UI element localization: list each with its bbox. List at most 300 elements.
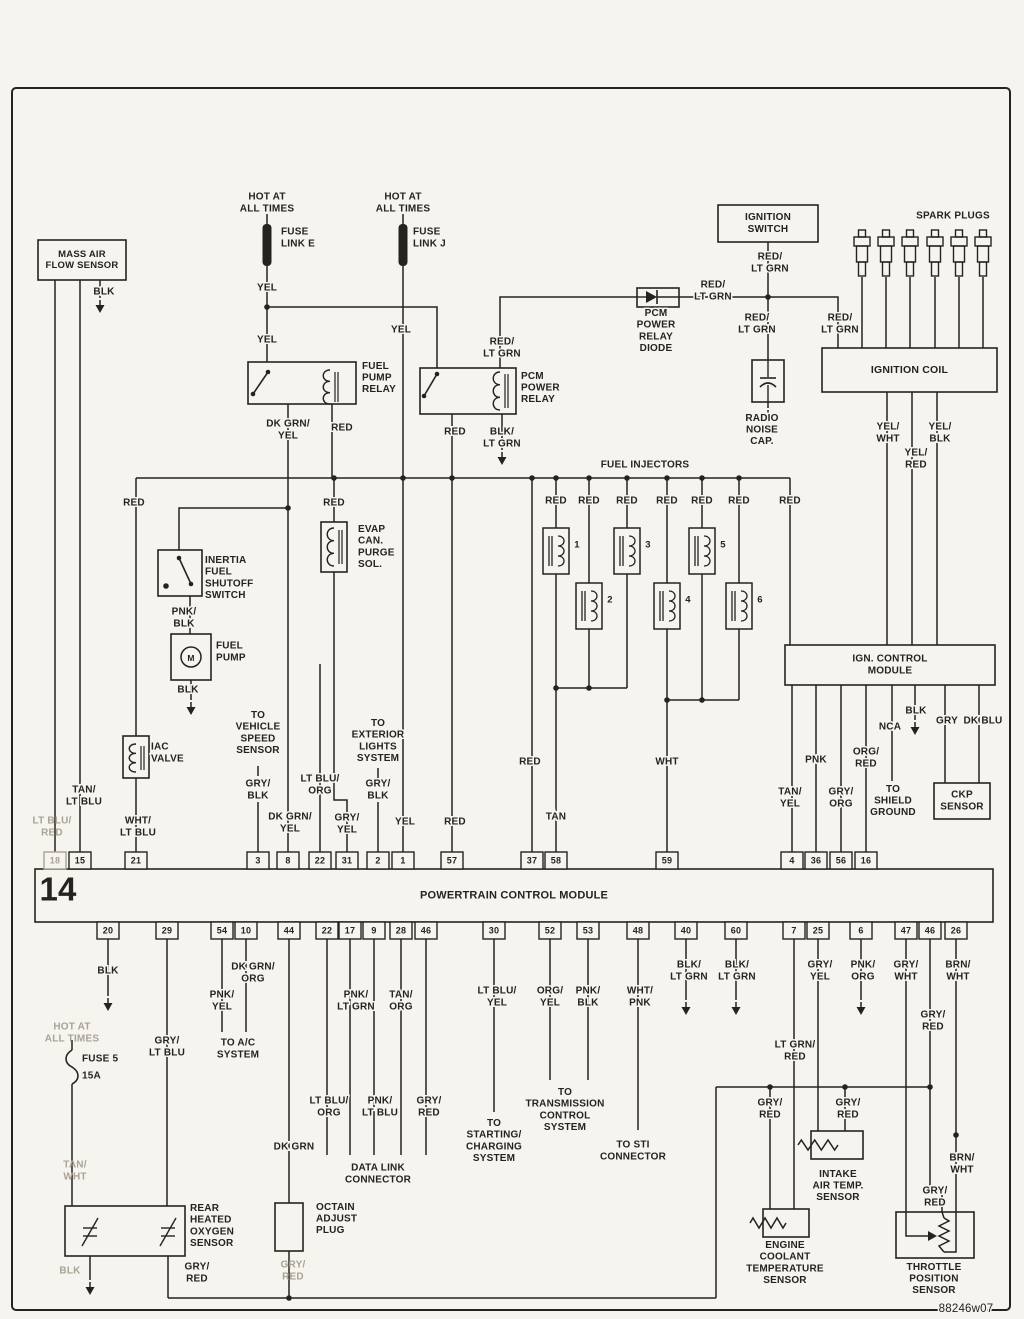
wire-label: TO bbox=[486, 1118, 502, 1130]
wire-label: YEL bbox=[394, 816, 416, 828]
wire-label: SENSOR bbox=[912, 1285, 956, 1297]
junction-dot bbox=[765, 294, 771, 300]
wire-label: RED bbox=[784, 1051, 806, 1063]
junction-dot bbox=[264, 304, 270, 310]
wire-label: EVAP bbox=[358, 524, 386, 536]
wire-label: YEL bbox=[539, 997, 561, 1009]
wire-label: GRY/ bbox=[280, 1259, 306, 1271]
wire-label: 60 bbox=[730, 925, 742, 936]
fuel-pump-relay-box bbox=[248, 362, 356, 404]
wire-label: RED bbox=[418, 1107, 440, 1119]
wire-label: PURGE bbox=[358, 547, 395, 559]
junction-dot bbox=[331, 475, 337, 481]
wire-label: WHT bbox=[876, 433, 900, 445]
wire-label: GRY bbox=[936, 715, 958, 727]
wire-label: TO STI bbox=[616, 1139, 650, 1151]
wire-label: LT BLU bbox=[361, 1107, 399, 1119]
wire-label: 2 bbox=[375, 855, 381, 866]
wire-label: YEL bbox=[779, 798, 801, 810]
wire-label: CONTROL bbox=[539, 1110, 591, 1122]
wire-label: 5 bbox=[720, 539, 726, 551]
fuel-injector-box bbox=[614, 528, 640, 574]
wire-label: FUEL bbox=[205, 566, 232, 578]
wire-label: GRY/ bbox=[922, 1185, 948, 1197]
wire-label: 37 bbox=[526, 855, 538, 866]
wire-label: GRY/ bbox=[184, 1261, 210, 1273]
wire-label: RED bbox=[855, 758, 877, 770]
wire-label: EXTERIOR bbox=[351, 729, 405, 741]
wire-label: OXYGEN bbox=[190, 1226, 234, 1238]
wire-label: VALVE bbox=[151, 753, 184, 765]
wire-label: LT GRN bbox=[718, 971, 756, 983]
wire-label: PCM bbox=[521, 370, 544, 382]
switch-contact-icon bbox=[251, 392, 256, 397]
wire-label: 10 bbox=[240, 925, 252, 936]
wire-label: YEL bbox=[809, 971, 831, 983]
wire-label: RED bbox=[323, 497, 345, 509]
wire-label: TO bbox=[250, 710, 266, 722]
wire-label: PUMP bbox=[362, 372, 392, 384]
wire-label: LT GRN/ bbox=[774, 1039, 816, 1051]
wire-label: PNK/ bbox=[209, 989, 235, 1001]
wire-label: BLK/ bbox=[724, 959, 750, 971]
junction-dot bbox=[449, 475, 455, 481]
wire-label: LT BLU bbox=[65, 796, 103, 808]
wire-label: 46 bbox=[924, 925, 936, 936]
wire-label: RED bbox=[759, 1109, 781, 1121]
wire-label: DATA LINK bbox=[351, 1162, 405, 1174]
wire-label: LIGHTS bbox=[359, 741, 397, 753]
wire-label: RADIO bbox=[745, 412, 779, 424]
wire-label: GRY/ bbox=[807, 959, 833, 971]
wire-label: 28 bbox=[395, 925, 407, 936]
wire-label: TO bbox=[370, 718, 386, 730]
junction-dot bbox=[586, 475, 592, 481]
wire-label: SENSOR bbox=[816, 1192, 860, 1204]
wire-label: TO bbox=[885, 783, 901, 795]
wire-label: ORG/ bbox=[852, 746, 880, 758]
wire-label: 44 bbox=[283, 925, 295, 936]
wire-label: 9 bbox=[371, 925, 377, 936]
wire-label: RED bbox=[545, 495, 567, 507]
wire-label: FUSE 5 bbox=[82, 1053, 119, 1065]
wire-label: INTAKE bbox=[819, 1168, 857, 1180]
wire-label: LT GRN bbox=[738, 324, 776, 336]
wire-label: VEHICLE bbox=[235, 721, 281, 733]
switch-contact-icon bbox=[189, 582, 194, 587]
wire-label: RED bbox=[282, 1271, 304, 1283]
wire-label: CHARGING bbox=[465, 1141, 523, 1153]
fuel-injector-box bbox=[543, 528, 569, 574]
wire-label: HOT AT bbox=[384, 191, 422, 203]
wire-label: TAN bbox=[545, 811, 567, 823]
wire-label: NCA bbox=[878, 721, 902, 733]
wire-label: 18 bbox=[49, 855, 61, 866]
wire-label: COOLANT bbox=[759, 1251, 811, 1263]
wire-label: LT BLU/ bbox=[309, 1095, 349, 1107]
wire-label: DK GRN/ bbox=[268, 811, 312, 823]
wire-label: YEL bbox=[211, 1001, 233, 1013]
wire-label: GRY/ bbox=[416, 1095, 442, 1107]
wire-label: 29 bbox=[161, 925, 173, 936]
wire-label: PNK/ bbox=[367, 1095, 393, 1107]
wire-label: RELAY bbox=[521, 394, 555, 406]
wire-label: SPARK PLUGS bbox=[916, 210, 990, 222]
wire-label: SYSTEM bbox=[216, 1049, 260, 1061]
wire-label: FUEL bbox=[362, 360, 389, 372]
junction-dot bbox=[286, 1295, 292, 1301]
wire-label: YEL bbox=[277, 430, 299, 442]
wire-label: BLK bbox=[59, 1265, 81, 1277]
wire-label: M bbox=[187, 653, 195, 663]
wire-label: AIR TEMP. bbox=[812, 1180, 864, 1192]
wire-label: FUEL bbox=[216, 640, 243, 652]
wire-label: LT GRN bbox=[670, 971, 708, 983]
wire-label: TAN/ bbox=[778, 786, 802, 798]
wire-label: LT GRN bbox=[694, 291, 732, 303]
wire-label: BLK/ bbox=[676, 959, 702, 971]
wire-label: DK GRN/ bbox=[231, 961, 275, 973]
wire-label: IGNITION bbox=[744, 212, 792, 224]
wire-label: LINK J bbox=[413, 238, 446, 250]
wire-label: GRY/ bbox=[828, 786, 854, 798]
wire-label: DK GRN bbox=[273, 1141, 315, 1153]
wire-label: PNK/ bbox=[343, 989, 369, 1001]
wire-label: 59 bbox=[661, 855, 673, 866]
wire-label: LT GRN bbox=[821, 324, 859, 336]
wire-label: PNK bbox=[629, 997, 651, 1009]
junction-dot bbox=[664, 697, 670, 703]
wire-label: 1 bbox=[400, 855, 406, 866]
junction-dot bbox=[400, 475, 406, 481]
wire-label: RED bbox=[444, 816, 466, 828]
wire-label: 15 bbox=[74, 855, 86, 866]
wire-label: RED bbox=[922, 1021, 944, 1033]
wire-label: ORG bbox=[389, 1001, 413, 1013]
wire-label: 30 bbox=[488, 925, 500, 936]
wire-label: YEL bbox=[256, 282, 278, 294]
wire-label: RED bbox=[331, 422, 353, 434]
wire-label: WHT bbox=[946, 971, 970, 983]
wire-label: POWER bbox=[636, 319, 676, 331]
pcm-power-relay-box bbox=[420, 368, 516, 414]
wire-label: 8 bbox=[285, 855, 291, 866]
wire-label: GRY/ bbox=[365, 778, 391, 790]
wire-label: ORG/ bbox=[536, 985, 564, 997]
wire-label: BRN/ bbox=[949, 1152, 975, 1164]
wire-label: 88246w07 bbox=[938, 1303, 994, 1315]
wire-label: 54 bbox=[216, 925, 228, 936]
wire-label: 46 bbox=[420, 925, 432, 936]
wire-label: HEATED bbox=[190, 1214, 232, 1226]
wire-label: LT BLU bbox=[119, 827, 157, 839]
wire-label: RED bbox=[616, 495, 638, 507]
wire-label: OCTAIN bbox=[316, 1201, 355, 1213]
wire-label: 15A bbox=[82, 1070, 101, 1082]
wire-label: SENSOR bbox=[236, 744, 280, 756]
wire-label: 56 bbox=[835, 855, 847, 866]
junction-dot bbox=[624, 475, 630, 481]
wire-label: SOL. bbox=[358, 558, 383, 570]
wire-label: 3 bbox=[255, 855, 261, 866]
wire-label: RED/ bbox=[489, 336, 515, 348]
wire-label: IGN. CONTROL bbox=[852, 653, 928, 665]
junction-dot bbox=[163, 583, 169, 589]
fuel-injector-box bbox=[576, 583, 602, 629]
wire-label: 2 bbox=[607, 594, 613, 606]
wire-label: DIODE bbox=[639, 342, 673, 354]
wire-label: 7 bbox=[791, 925, 797, 936]
wire-label: 16 bbox=[860, 855, 872, 866]
wire-label: POSITION bbox=[909, 1273, 959, 1285]
wire-label: YEL bbox=[336, 824, 358, 836]
wire-label: ADJUST bbox=[316, 1213, 358, 1225]
wire-label: THROTTLE bbox=[906, 1261, 962, 1273]
wire-label: YEL/ bbox=[928, 421, 952, 433]
switch-contact-icon bbox=[422, 394, 427, 399]
fuse-link-icon bbox=[399, 224, 408, 266]
wire-label: 52 bbox=[544, 925, 556, 936]
wire-label: YEL bbox=[256, 334, 278, 346]
wire-label: REAR bbox=[190, 1203, 220, 1215]
wire-label: SHUTOFF bbox=[205, 578, 254, 590]
wire-label: LT GRN bbox=[751, 263, 789, 275]
wire-label: POWER bbox=[521, 382, 560, 394]
wire-label: CAN. bbox=[358, 535, 384, 547]
wire-label: ORG bbox=[241, 973, 265, 985]
wire-label: ORG bbox=[317, 1107, 341, 1119]
wire-label: PNK bbox=[805, 754, 827, 766]
wire-label: SYSTEM bbox=[472, 1152, 516, 1164]
wire-label: RED bbox=[779, 495, 801, 507]
wire-label: TAN/ bbox=[389, 989, 413, 1001]
wire-label: HOT AT bbox=[53, 1021, 91, 1033]
wire-label: TAN/ bbox=[72, 784, 96, 796]
wire-label: SENSOR bbox=[940, 801, 984, 813]
wire-label: RELAY bbox=[362, 384, 396, 396]
wire-label: RED bbox=[444, 426, 466, 438]
wire-label: CAP. bbox=[750, 436, 774, 448]
wire-label: BLK bbox=[577, 997, 599, 1009]
junction-dot bbox=[553, 475, 559, 481]
wire-label: ORG bbox=[829, 798, 853, 810]
wire-label: LT BLU/ bbox=[477, 985, 517, 997]
octain-adjust-plug-box bbox=[275, 1203, 303, 1251]
wire-label: GRY/ bbox=[757, 1097, 783, 1109]
wire-label: LINK E bbox=[281, 238, 315, 250]
wire-label: HOT AT bbox=[248, 191, 286, 203]
wire-label: YEL/ bbox=[904, 447, 928, 459]
wire-label: INERTIA bbox=[205, 555, 247, 567]
wire-label: SWITCH bbox=[747, 223, 789, 235]
wire-label: TO A/C bbox=[220, 1037, 256, 1049]
wire-label: WHT bbox=[63, 1171, 87, 1183]
wire-label: SHIELD bbox=[874, 795, 912, 807]
wire-label: GRY/ bbox=[334, 812, 360, 824]
wire-label: BLK bbox=[367, 790, 389, 802]
wire-label: TO bbox=[557, 1087, 573, 1099]
wire-label: RED bbox=[905, 459, 927, 471]
junction-dot bbox=[767, 1084, 773, 1090]
wire-label: LT BLU/ bbox=[300, 773, 340, 785]
wire-label: 31 bbox=[341, 855, 353, 866]
wire-label: GRY/ bbox=[920, 1009, 946, 1021]
wire-label: LT BLU bbox=[148, 1047, 186, 1059]
junction-dot bbox=[699, 697, 705, 703]
wire-label: SENSOR bbox=[763, 1274, 807, 1286]
wire-label: SWITCH bbox=[205, 589, 246, 601]
wire-label: 47 bbox=[900, 925, 912, 936]
wire-label: 4 bbox=[685, 594, 691, 606]
junction-dot bbox=[586, 685, 592, 691]
wire-label: RED bbox=[123, 497, 145, 509]
wire-label: 1 bbox=[574, 539, 580, 551]
wire-label: 25 bbox=[812, 925, 824, 936]
fuse-link-icon bbox=[263, 224, 272, 266]
wire-label: BLK bbox=[905, 705, 927, 717]
evap-purge-sol-box bbox=[321, 522, 347, 572]
wire-label: ALL TIMES bbox=[375, 203, 431, 215]
wire-label: 20 bbox=[102, 925, 114, 936]
fuel-injector-box bbox=[726, 583, 752, 629]
wire-label: RED/ bbox=[757, 251, 783, 263]
wire-label: WHT bbox=[655, 756, 679, 768]
wire-label: BLK/ bbox=[489, 426, 515, 438]
wire-label: IAC bbox=[151, 741, 169, 753]
rear-heated-oxygen-sensor-box bbox=[65, 1206, 185, 1256]
wire-label: RELAY bbox=[639, 331, 673, 343]
wire-label: GRY/ bbox=[835, 1097, 861, 1109]
wire-label: YEL bbox=[486, 997, 508, 1009]
junction-dot bbox=[529, 475, 535, 481]
wire-label: RED bbox=[186, 1273, 208, 1285]
wire-label: PUMP bbox=[216, 652, 246, 664]
wire-label: PNK/ bbox=[575, 985, 601, 997]
wire-label: WHT bbox=[894, 971, 918, 983]
wire-label: RED bbox=[924, 1197, 946, 1209]
wire-label: GRY/ bbox=[893, 959, 919, 971]
wire-label: WHT/ bbox=[626, 985, 654, 997]
wire-label: TEMPERATURE bbox=[746, 1263, 824, 1275]
wire-label: SYSTEM bbox=[543, 1121, 587, 1133]
wire-label: SENSOR bbox=[190, 1237, 234, 1249]
wire-label: FUSE bbox=[413, 226, 441, 238]
wire-label: BLK bbox=[929, 433, 951, 445]
fuel-injector-box bbox=[689, 528, 715, 574]
wire-label: 6 bbox=[858, 925, 864, 936]
wire-label: ORG bbox=[851, 971, 875, 983]
wire-label: STARTING/ bbox=[466, 1129, 522, 1141]
wire-label: FUEL INJECTORS bbox=[600, 459, 690, 471]
wire-label: 40 bbox=[680, 925, 692, 936]
wire-label: ALL TIMES bbox=[44, 1033, 100, 1045]
wire-label: BRN/ bbox=[945, 959, 971, 971]
wire-label: 36 bbox=[810, 855, 822, 866]
wire-label: ORG bbox=[308, 785, 332, 797]
wire-label: BLK bbox=[173, 618, 195, 630]
wire-label: ALL TIMES bbox=[239, 203, 295, 215]
wire-label: PCM bbox=[644, 308, 668, 320]
wire-label: GRY/ bbox=[245, 778, 271, 790]
wire-label: 26 bbox=[950, 925, 962, 936]
wire-label: GROUND bbox=[870, 807, 916, 819]
wire-label: TAN/ bbox=[63, 1159, 87, 1171]
wire-label: RED bbox=[656, 495, 678, 507]
wire-label: IGNITION COIL bbox=[870, 364, 949, 376]
wire-label: SYSTEM bbox=[356, 752, 400, 764]
wire-label: LT GRN bbox=[483, 438, 521, 450]
wire-label: 53 bbox=[582, 925, 594, 936]
wire-label: TRANSMISSION bbox=[525, 1098, 605, 1110]
wire-label: RED/ bbox=[744, 312, 770, 324]
junction-dot bbox=[842, 1084, 848, 1090]
wire-label: RED bbox=[41, 827, 63, 839]
wire-label: RED/ bbox=[700, 279, 726, 291]
wire-label: PNK/ bbox=[171, 606, 197, 618]
junction-dot bbox=[553, 685, 559, 691]
wire-label: GRY/ bbox=[154, 1035, 180, 1047]
wire-label: DK BLU bbox=[963, 715, 1003, 727]
junction-dot bbox=[953, 1132, 959, 1138]
wire-label: FUSE bbox=[281, 226, 309, 238]
wire-label: 17 bbox=[344, 925, 356, 936]
wire-label: BLK bbox=[97, 965, 119, 977]
wire-label: MODULE bbox=[867, 665, 913, 677]
wire-label: RED bbox=[691, 495, 713, 507]
wire-label: 22 bbox=[321, 925, 333, 936]
wire-label: BLK bbox=[177, 684, 199, 696]
wire-label: 21 bbox=[130, 855, 142, 866]
wire-label: CKP bbox=[951, 789, 973, 801]
wire-label: PLUG bbox=[316, 1225, 345, 1237]
wire-label: 3 bbox=[645, 539, 651, 551]
wire-label: 48 bbox=[632, 925, 644, 936]
fuel-injector-box bbox=[654, 583, 680, 629]
wire-label: WHT/ bbox=[124, 815, 152, 827]
wire-label: 14 bbox=[39, 870, 77, 908]
junction-dot bbox=[664, 475, 670, 481]
junction-dot bbox=[699, 475, 705, 481]
wire-label: RED bbox=[837, 1109, 859, 1121]
wire-label: 6 bbox=[757, 594, 763, 606]
wire-label: FLOW SENSOR bbox=[45, 260, 119, 272]
wire-label: NOISE bbox=[745, 424, 779, 436]
wire-label: 22 bbox=[314, 855, 326, 866]
junction-dot bbox=[285, 505, 291, 511]
wire-label: 58 bbox=[550, 855, 562, 866]
wire-label: POWERTRAIN CONTROL MODULE bbox=[419, 889, 609, 902]
wire-label: LT GRN bbox=[483, 348, 521, 360]
wire-label: 57 bbox=[446, 855, 458, 866]
wire-label: BLK bbox=[247, 790, 269, 802]
wire-label: PNK/ bbox=[850, 959, 876, 971]
wire-label: RED bbox=[728, 495, 750, 507]
wire-label: YEL/ bbox=[876, 421, 900, 433]
junction-dot bbox=[927, 1084, 933, 1090]
wire-label: LT GRN bbox=[337, 1001, 375, 1013]
wire-label: SPEED bbox=[240, 733, 276, 745]
wire-label: DK GRN/ bbox=[266, 418, 310, 430]
wire-label: YEL bbox=[390, 324, 412, 336]
wire-label: YEL bbox=[279, 823, 301, 835]
wire-label: RED/ bbox=[827, 312, 853, 324]
wire-label: ENGINE bbox=[765, 1240, 805, 1252]
junction-dot bbox=[736, 475, 742, 481]
wire-label: LT BLU/ bbox=[32, 815, 72, 827]
wire-label: 4 bbox=[789, 855, 795, 866]
wire-label: BLK bbox=[93, 286, 115, 298]
wire-label: CONNECTOR bbox=[344, 1174, 412, 1186]
